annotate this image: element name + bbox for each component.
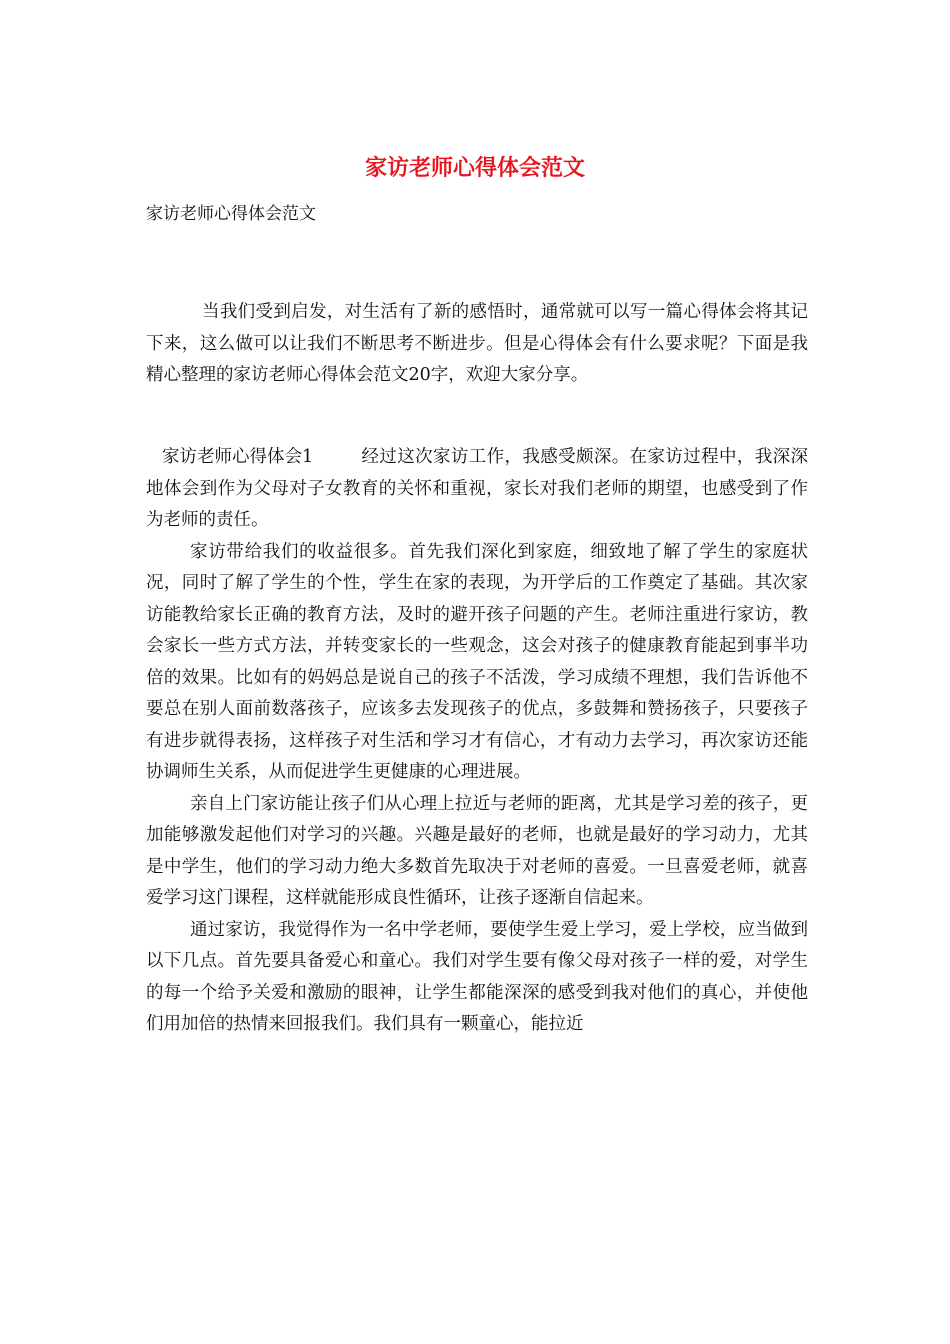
document-subtitle: 家访老师心得体会范文 (146, 204, 316, 224)
paragraph-1 (146, 442, 808, 537)
intro-paragraph: 当我们受到启发，对生活有了新的感悟时，通常就可以写一篇心得体会将其记下来，这么做可以让我们不断思考不断进步。但是心得体会有什么要求呢？下面是我精心整理的家访老师心得体会范文20字，欢迎大家分享。 (146, 302, 808, 385)
paragraph-2: 家访带给我们的收益很多。首先我们深化到家庭，细致地了解了学生的家庭状况，同时了解了学生的个性，学生在家的表现，为开学后的工作奠定了基础。其次家访能教给家长正确的教育方法，及时的避开孩子问题的产生。老师注重进行家访，教会家长一些方式方法，并转变家长的一些观念，这会对孩子的健康教育能起到事半功倍的效果。比如有的妈妈总是说自己的孩子不活泼，学习成绩不理想，我们告诉他不要总在别人面前数落孩子，应该多去发现孩子的优点，多鼓舞和赞扬孩子，只要孩子有进步就得表扬，这样孩子对生活和学习才有信心，才有动力去学习，再次家访还能协调师生关系，从而促进学生更健康的心理进展。 (146, 541, 808, 782)
paragraph-4: 通过家访，我觉得作为一名中学老师，要使学生爱上学习，爱上学校，应当做到以下几点。首先要具备爱心和童心。我们对学生要有像父母对孩子一样的爱，对学生的每一个给予关爱和激励的眼神，让学生都能深深的感受到我对他们的真心，并使他们用加倍的热情来回报我们。我们具有一颗童心，能拉近 (146, 919, 808, 1034)
main-content (146, 442, 808, 1041)
document-title: 家访老师心得体会范文 (364, 155, 585, 181)
section-heading: 家访老师心得体会1 (162, 447, 314, 467)
paragraph-3: 亲自上门家访能让孩子们从心理上拉近与老师的距离，尤其是学习差的孩子，更加能够激发起他们对学习的兴趣。兴趣是最好的老师，也就是最好的学习动力，尤其是中学生，他们的学习动力绝大多数首先取决于对老师的喜爱。一旦喜爱老师，就喜爱学习这门课程，这样就能形成良性循环，让孩子逐渐自信起来。 (146, 793, 808, 908)
paragraph-1-text: 经过这次家访工作，我感受颇深。在家访过程中，我深深地体会到作为父母对子女教育的关怀和重视，家长对我们老师的期望，也感受到了作为老师的责任。 (146, 447, 808, 530)
